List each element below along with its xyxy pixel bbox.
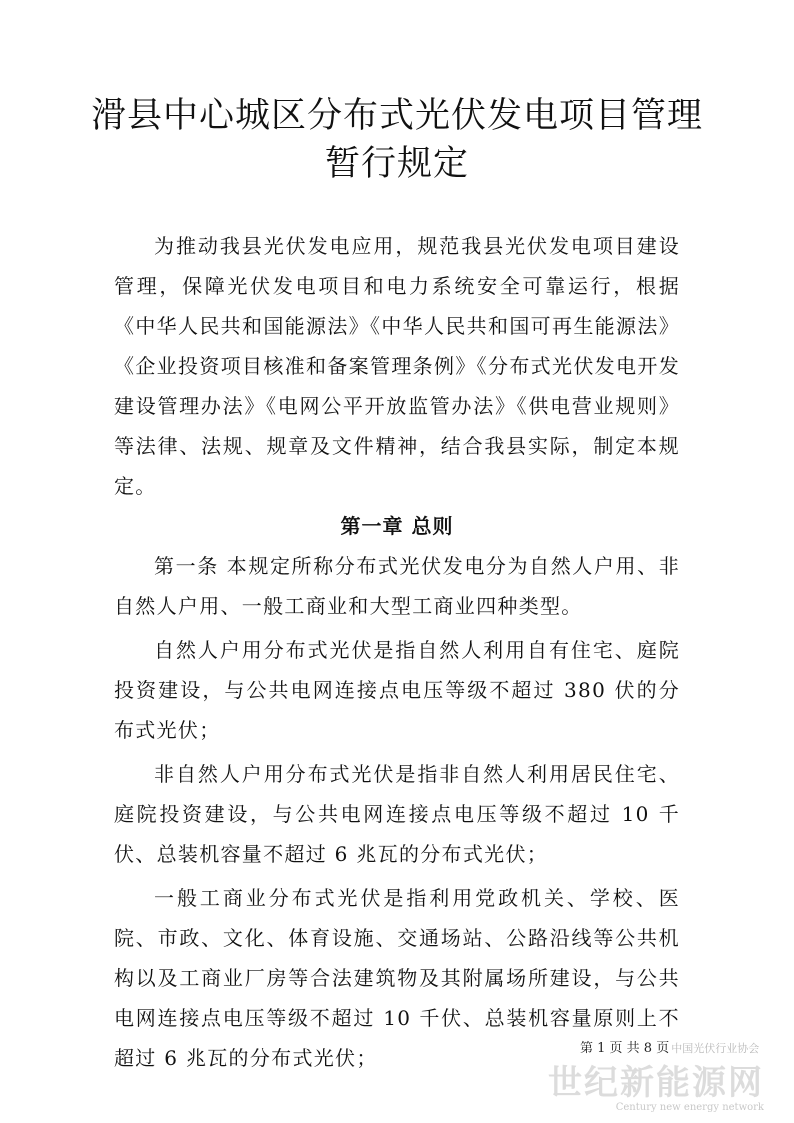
paragraph-commercial: 一般工商业分布式光伏是指利用党政机关、学校、医院、市政、文化、体育设施、交通场站、公路沿线等公共机构以及工商业厂房等合法建筑物及其附属场所建设，与公共电网连接点电压等级不超过 10 千伏、总装机容量原则上不超过 6 兆瓦的分布式光伏； (114, 886, 680, 1070)
title-line-1: 滑县中心城区分布式光伏发电项目管理 (90, 96, 703, 136)
paragraph-non-residential: 非自然人户用分布式光伏是指非自然人利用居民住宅、庭院投资建设，与公共电网连接点电压等级不超过 10 千伏、总装机容量不超过 6 兆瓦的分布式光伏； (114, 762, 680, 866)
paragraph-article-1: 第一条 本规定所称分布式光伏发电分为自然人户用、非自然人户用、一般工商业和大型工商业四种类型。 (114, 554, 680, 618)
page-footer (580, 1040, 759, 1058)
footer-faint-text: 中国光伏行业协会 (671, 1042, 760, 1055)
page-number: 第 1 页 共 8 页 (580, 1041, 670, 1056)
paragraph-residential: 自然人户用分布式光伏是指自然人利用自有住宅、庭院投资建设，与公共电网连接点电压等级不超过 380 伏的分布式光伏； (114, 638, 680, 742)
document-body (114, 226, 680, 1078)
watermark-cn: 世纪新能源网 (548, 1063, 764, 1103)
document-title (60, 92, 734, 188)
chapter-heading: 第一章 总则 (340, 514, 454, 538)
watermark-en: Century new energy network (615, 1102, 764, 1113)
paragraph-preamble: 为推动我县光伏发电应用，规范我县光伏发电项目建设管理，保障光伏发电项目和电力系统安全可靠运行，根据《中华人民共和国能源法》《中华人民共和国可再生能源法》《企业投资项目核准和备案管理条例》《分布式光伏发电开发建设管理办法》《电网公平开放监管办法》《供电营业规则》等法律、法规、规章及文件精神，结合我县实际，制定本规定。 (114, 234, 680, 498)
title-line-2: 暂行规定 (324, 144, 469, 184)
watermark (548, 1064, 764, 1114)
